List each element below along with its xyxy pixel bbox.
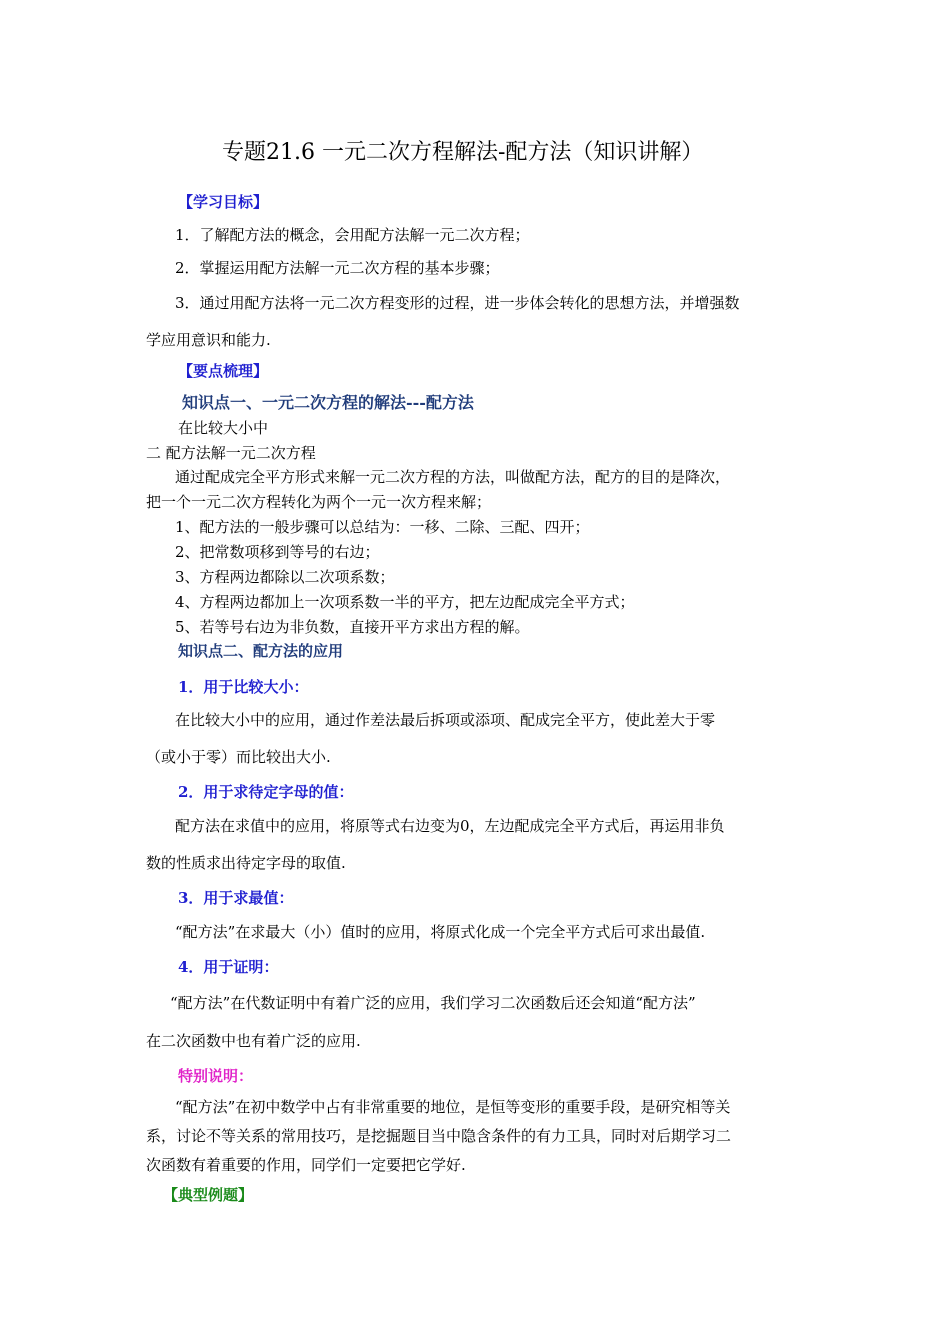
application-1-text: 在比较大小中的应用，通过作差法最后拆项或添项、配成完全平方，使此差大于零 [175, 711, 716, 729]
kp1-line: 把一个一元二次方程转化为两个一元一次方程来解； [146, 493, 492, 511]
kp1-step: 3、方程两边都除以二次项系数； [175, 568, 395, 586]
objective-item: 3．通过用配方法将一元二次方程变形的过程，进一步体会转化的思想方法，并增强数 [175, 294, 740, 312]
knowledge-point-2-heading: 知识点二、配方法的应用 [178, 642, 344, 660]
knowledge-point-1-heading: 知识点一、一元二次方程的解法---配方法 [182, 393, 474, 412]
page-title: 专题21.6 一元二次方程解法-配方法（知识讲解） [222, 140, 704, 165]
application-4-heading: 4．用于证明： [178, 958, 279, 976]
application-3-text: “配方法”在求最大（小）值时的应用，将原式化成一个完全平方式后可求出最值. [175, 923, 706, 941]
typical-examples-heading: 【典型例题】 [163, 1186, 254, 1204]
application-2-heading: 2．用于求待定字母的值： [178, 783, 354, 801]
special-note-text: “配方法”在初中数学中占有非常重要的地位，是恒等变形的重要手段，是研究相等关 [175, 1098, 731, 1116]
special-note-heading: 特别说明： [178, 1067, 254, 1085]
objective-item: 1．了解配方法的概念，会用配方法解一元二次方程； [175, 226, 530, 244]
application-2-text: 配方法在求值中的应用，将原等式右边变为0，左边配成完全平方式后，再运用非负 [175, 817, 725, 835]
kp1-line: 通过配成完全平方形式来解一元二次方程的方法，叫做配方法，配方的目的是降次， [175, 468, 731, 486]
objectives-heading: 【学习目标】 [178, 193, 269, 211]
application-2-text: 数的性质求出待定字母的取值. [146, 854, 346, 872]
special-note-text: 次函数有着重要的作用，同学们一定要把它学好. [146, 1156, 466, 1174]
kp1-step: 1、配方法的一般步骤可以总结为：一移、二除、三配、四开； [175, 518, 590, 536]
key-points-heading: 【要点梳理】 [178, 362, 269, 380]
kp1-step: 5、若等号右边为非负数，直接开平方求出方程的解。 [175, 618, 530, 636]
application-1-text: （或小于零）而比较出大小. [146, 748, 331, 766]
application-3-heading: 3．用于求最值： [178, 889, 294, 907]
application-1-heading: 1．用于比较大小： [178, 678, 309, 696]
kp1-step: 2、把常数项移到等号的右边； [175, 543, 380, 561]
kp1-step: 4、方程两边都加上一次项系数一半的平方，把左边配成完全平方式； [175, 593, 635, 611]
objective-item: 学应用意识和能力. [146, 331, 271, 349]
special-note-text: 系，讨论不等关系的常用技巧，是挖掘题目当中隐含条件的有力工具，同时对后期学习二 [146, 1127, 732, 1145]
objective-item: 2．掌握运用配方法解一元二次方程的基本步骤； [175, 259, 500, 277]
application-4-text: 在二次函数中也有着广泛的应用. [146, 1032, 361, 1050]
application-4-text: “配方法”在代数证明中有着广泛的应用，我们学习二次函数后还会知道“配方法” [170, 994, 696, 1012]
kp1-line: 二 配方法解一元二次方程 [146, 444, 316, 462]
kp1-line: 在比较大小中 [178, 419, 269, 437]
